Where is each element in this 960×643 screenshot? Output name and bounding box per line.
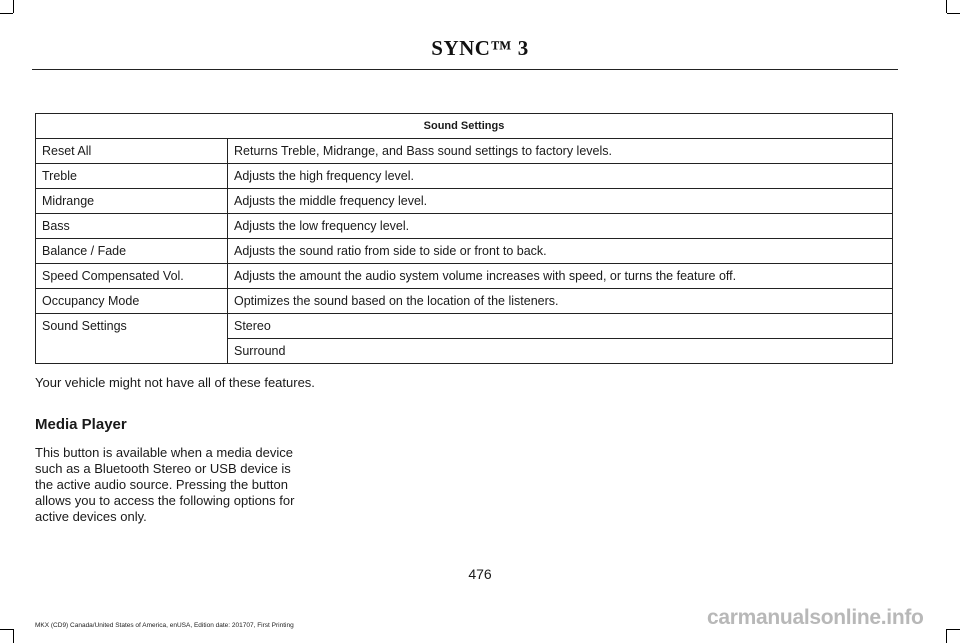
table-caption-row (36, 114, 893, 139)
setting-label: Speed Compensated Vol. (36, 264, 228, 289)
crop-mark (0, 13, 13, 14)
crop-mark (13, 0, 14, 13)
edition-footer: MKX (CD9) Canada/United States of America, enUSA, Edition date: 201707, First Printing (35, 622, 294, 629)
setting-label: Reset All (36, 139, 228, 164)
setting-label: Midrange (36, 189, 228, 214)
header-divider (32, 69, 898, 70)
setting-description: Adjusts the sound ratio from side to side or front to back. (228, 239, 893, 264)
setting-label: Bass (36, 214, 228, 239)
setting-description: Adjusts the amount the audio system volume increases with speed, or turns the feature off. (228, 264, 893, 289)
crop-mark (947, 13, 960, 14)
table-row (36, 289, 893, 314)
crop-mark (0, 629, 13, 630)
table-row (36, 139, 893, 164)
section-paragraph: This button is available when a media device such as a Bluetooth Stereo or USB device is the active audio source. Pressing the button allows you to access the following options for active devices only. (35, 445, 295, 524)
crop-mark (946, 629, 947, 643)
setting-option: Surround (228, 339, 893, 364)
setting-label: Occupancy Mode (36, 289, 228, 314)
crop-mark (13, 629, 14, 643)
setting-label: Sound Settings (36, 314, 228, 364)
table-row (36, 214, 893, 239)
table-row (36, 264, 893, 289)
crop-mark (947, 629, 960, 630)
setting-description: Adjusts the high frequency level. (228, 164, 893, 189)
setting-label: Balance / Fade (36, 239, 228, 264)
watermark: carmanualsonline.info (707, 606, 924, 629)
table-row (36, 314, 893, 339)
page-title: SYNC™ 3 (431, 36, 529, 60)
setting-description: Adjusts the low frequency level. (228, 214, 893, 239)
table-caption: Sound Settings (36, 114, 893, 139)
table-row (36, 189, 893, 214)
setting-description: Optimizes the sound based on the location of the listeners. (228, 289, 893, 314)
crop-mark (946, 0, 947, 13)
page-number: 476 (468, 566, 492, 582)
setting-option: Stereo (228, 314, 893, 339)
table-row (36, 239, 893, 264)
setting-description: Returns Treble, Midrange, and Bass sound settings to factory levels. (228, 139, 893, 164)
sound-settings-table (35, 113, 893, 364)
setting-description: Adjusts the middle frequency level. (228, 189, 893, 214)
setting-label: Treble (36, 164, 228, 189)
table-row (36, 164, 893, 189)
section-heading: Media Player (35, 416, 127, 433)
features-note: Your vehicle might not have all of these features. (35, 375, 315, 390)
